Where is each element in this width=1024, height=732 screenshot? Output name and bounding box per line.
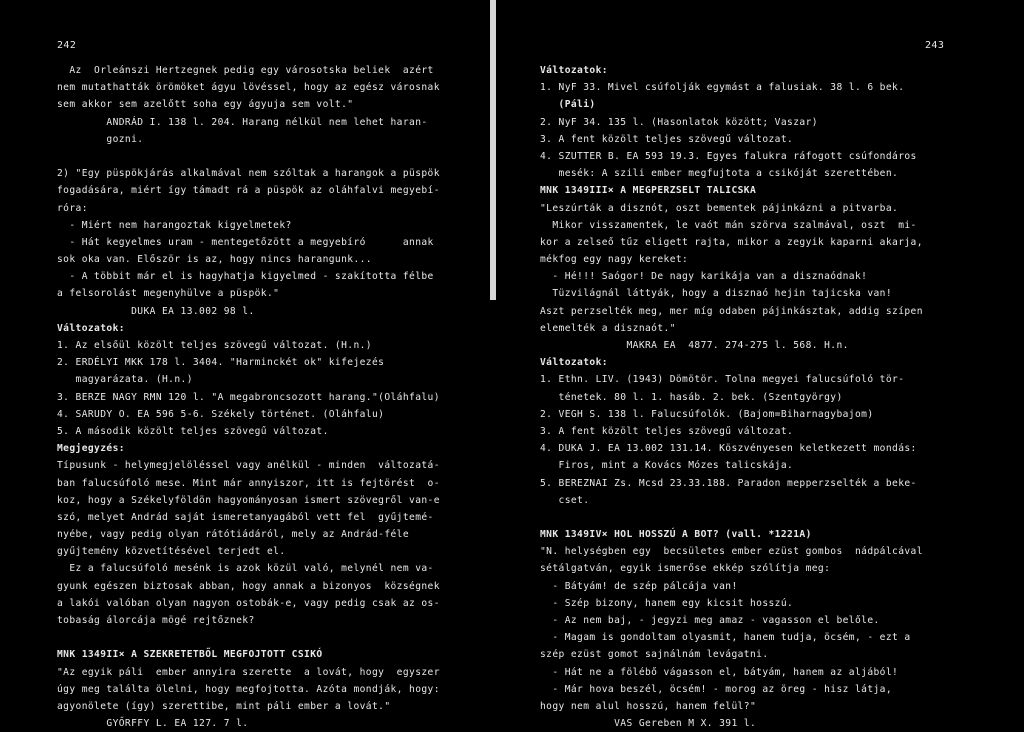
right-text-line: (Páli) (540, 99, 596, 111)
left-text-line: - Miért nem harangoztak kigyelmetek? (57, 219, 292, 231)
right-text-line: 1. Ethn. LIV. (1943) Dömötör. Tolna megyei falucsúfoló tör- (540, 374, 905, 386)
left-text-line: DUKA EA 13.002 98 l. (57, 305, 255, 317)
left-text-line: nem mutathatták örömöket ágyu lövéssel, hogy az egész városnak (57, 82, 440, 94)
left-text-line: a lakói valóban olyan nagyon ostobák-e, vagy pedig csak az os- (57, 597, 440, 609)
right-text-line: 5. BEREZNAI Zs. Mcsd 23.33.188. Paradon mepperzselték a beke- (540, 477, 917, 489)
left-text-line: nyébe, vagy pedig olyan rátótiádáról, mely az Andrád-féle (57, 529, 410, 541)
right-text-line: Mikor visszamentek, le vaót mán szörva szalmával, oszt mi- (540, 219, 917, 231)
left-text-line: 5. A második közölt teljes szövegű változat. (57, 425, 329, 437)
right-page-text (540, 62, 974, 732)
left-text-line: úgy meg találta ölelni, hogy megfojtotta. Azóta mondják, hogy: (57, 683, 440, 695)
left-text-line: gyűjtemény közvetítésével terjedt el. (57, 546, 286, 558)
left-text-line: 2. ERDÉLYI MKK 178 l. 3404. "Harminckét ok" kifejezés (57, 357, 385, 369)
left-text-line: sem akkor sem azelőtt soha egy ágyuja sem volt." (57, 99, 354, 111)
left-text-line: MNK 1349II× A SZEKRETETBŐL MEGFOJTOTT CSIKÓ (57, 649, 323, 661)
left-text-line: róra: (57, 202, 88, 214)
left-text-line: gyunk egészen biztosak abban, hogy annak a bizonyos községnek (57, 580, 440, 592)
left-text-line: gozni. (57, 133, 144, 145)
right-text-line: elemelték a disznaót." (540, 322, 676, 334)
left-text-line: tobaság álorcája mögé rejtőznek? (57, 615, 255, 626)
left-page (0, 0, 490, 730)
right-text-line: ténetek. 80 l. 1. hasáb. 2. bek. (Szentgyörgy) (540, 391, 843, 403)
left-text-line: magyarázata. (H.n.) (57, 374, 193, 386)
right-text-line: 2. VEGH S. 138 l. Falucsúfolók. (Bajom=Biharnagybajom) (540, 408, 874, 420)
right-text-line: mesék: A szili ember megfujtota a csikóját szerettében. (540, 168, 899, 180)
left-text-line: ban falucsúfoló mese. Mint már annyiszor, itt is fejtörést o- (57, 477, 440, 489)
gutter-bar (490, 0, 496, 300)
right-text-line: 4. SZUTTER B. EA 593 19.3. Egyes falukra ráfogott csúfondáros (540, 150, 917, 162)
right-text-line: - Szép bizony, hanem egy kicsit hosszú. (540, 597, 794, 609)
left-text-line: ANDRÁD I. 138 l. 204. Harang nélkül nem lehet haran- (57, 116, 428, 128)
left-text-line: a felsorolást megenyhülve a püspök." (57, 288, 280, 300)
left-text-line: - Hát kegyelmes uram - mentegetőzött a megyebíró annak (57, 236, 434, 248)
right-text-line: 3. A fent közölt teljes szövegű változat. (540, 425, 794, 437)
left-text-line: "Az egyik páli ember annyira szerette a lovát, hogy egyszer (57, 666, 440, 678)
left-text-line: agyonölete (így) szerettibe, mint páli ember a lovát." (57, 700, 391, 712)
book-gutter (490, 0, 497, 715)
right-text-line: mékfog egy nagy kereket: (540, 254, 689, 266)
right-page (497, 0, 1024, 730)
right-text-line: 1. NyF 33. Mivel csúfolják egymást a falusiak. 38 l. 6 bek. (540, 82, 905, 94)
page-number-right: 243 (925, 40, 945, 51)
left-text-line: 1. Az elsőül közölt teljes szövegű változat. (H.n.) (57, 340, 372, 351)
left-text-line: Változatok: (57, 322, 125, 334)
left-text-line: Az Orleánszi Hertzegnek pedig egy városotska beliek azért (57, 65, 434, 76)
right-text-line: sétálgatván, egyik ismerőse ekkép szólítja meg: (540, 563, 831, 575)
right-text-line: - Magam is gondoltam olyasmit, hanem tudja, öcsém, - ezt a (540, 632, 911, 644)
right-text-line: 3. A fent közölt teljes szövegű változat. (540, 133, 794, 145)
right-text-line: - Hát ne a fölébő vágasson el, bátyám, hanem az aljából! (540, 666, 899, 678)
left-text-line: 2) "Egy püspökjárás alkalmával nem szóltak a harangok a püspök (57, 168, 440, 180)
page-number-left: 242 (57, 40, 77, 51)
right-text-line: 4. DUKA J. EA 13.002 131.14. Köszvényesen keletkezett mondás: (540, 443, 917, 455)
left-text-line (57, 148, 462, 165)
left-text-line: Típusunk - helymegjelöléssel vagy anélkül - minden változatá- (57, 460, 440, 472)
right-text-line: Tüzvilágnál láttyák, hogy a disznaó hejin tajicska van! (540, 288, 893, 300)
right-text-line: - Az nem baj, - jegyzi meg amaz - vagasson el belőle. (540, 615, 880, 626)
left-text-line: sok oka van. Először is az, hogy nincs harangunk... (57, 254, 372, 266)
right-text-line: hogy nem alul hosszú, hanem felül?" (540, 700, 757, 712)
right-text-line: kor a zelseő tűz eligett rajta, mikor a zegyik kaparni akarja, (540, 236, 923, 248)
left-page-text (57, 62, 462, 732)
right-text-line: Változatok: (540, 357, 608, 369)
right-text-line: Firos, mint a Kovács Mózes talicskája. (540, 460, 794, 472)
left-text-line: - A többit már el is hagyhatja kigyelmed - szakította félbe (57, 271, 434, 283)
right-text-line: Aszt perzselték meg, mer míg odaben pájinkásztak, addig szípen (540, 305, 923, 317)
left-text-line: 4. SARUDY O. EA 596 5-6. Székely történet. (Oláhfalu) (57, 408, 385, 420)
right-text-line: 2. NyF 34. 135 l. (Hasonlatok között; Vaszar) (540, 116, 818, 128)
right-text-line: MAKRA EA 4877. 274-275 l. 568. H.n. (540, 340, 849, 351)
right-text-line: - Már hova beszél, öcsém! - morog az öreg - hisz látja, (540, 683, 893, 695)
left-text-line (57, 629, 462, 646)
right-text-line: szép ezüst gomot sajnálnám levágatni. (540, 649, 769, 661)
right-text-line: "Leszúrták a disznót, oszt bementek pájinkázni a pitvarba. (540, 202, 899, 214)
right-text-line: cset. (540, 494, 590, 506)
left-text-line: koz, hogy a Székelyföldön hagyományosan ismert szövegről van-e (57, 494, 440, 506)
left-text-line: Ez a falucsúfoló mesénk is azok közül való, melynél nem va- (57, 563, 434, 575)
left-text-line: fogadására, miért így támadt rá a püspök az oláhfalvi megyebí- (57, 185, 440, 197)
right-text-line: "N. helységben egy becsületes ember ezüst gombos nádpálcával (540, 546, 923, 558)
left-text-line: GYŐRFFY L. EA 127. 7 l. (57, 718, 249, 730)
right-text-line: Változatok: (540, 65, 608, 76)
right-text-line: MNK 1349III× A MEGPERZSELT TALICSKA (540, 185, 757, 197)
left-text-line: szó, melyet Andrád saját ismeretanyagából vett fel gyűjtemé- (57, 511, 434, 523)
right-text-line (540, 509, 974, 526)
left-text-line: Megjegyzés: (57, 443, 125, 455)
right-text-line: - Hé!!! Saógor! De nagy karikája van a disznaódnak! (540, 271, 868, 283)
left-text-line: 3. BERZE NAGY RMN 120 l. "A megabroncsozott harang."(Oláhfalu) (57, 391, 440, 403)
right-text-line: - Bátyám! de szép pálcája van! (540, 580, 738, 592)
right-text-line: MNK 1349IV× HOL HOSSZÚ A BOT? (vall. *1221A) (540, 529, 812, 541)
right-text-line: VAS Gereben M X. 391 l. (540, 718, 757, 730)
